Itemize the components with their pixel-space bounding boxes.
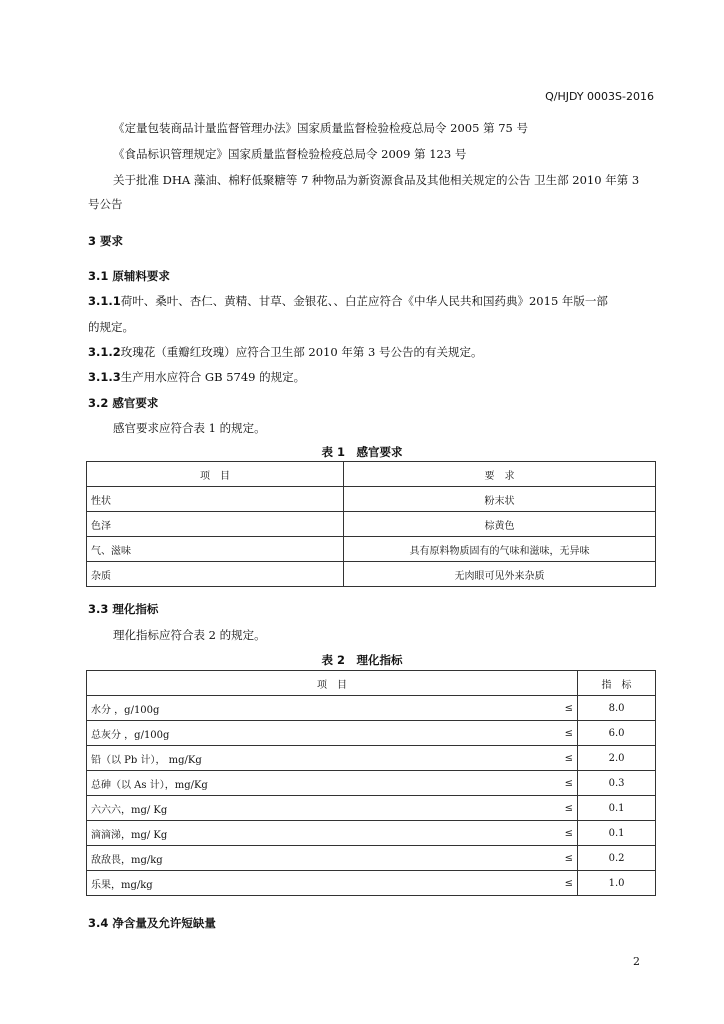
section-title: 净含量及允许短缺量 — [112, 916, 216, 930]
table-cell-le: ≤ — [555, 771, 578, 796]
table-cell-item: 乐果，mg/kg — [87, 871, 556, 896]
table-cell-item: 性状 — [87, 487, 344, 512]
table-cell-le: ≤ — [555, 821, 578, 846]
section-number: 3.1 — [88, 269, 109, 283]
table-cell-requirement: 具有原料物质固有的气味和滋味，无异味 — [344, 537, 656, 562]
reference-line: 《定量包装商品计量监督管理办法》国家质量监督检验检疫总局令 2005 第 75 号 — [113, 121, 529, 135]
table-header-cell: 指 标 — [578, 671, 656, 696]
table-cell-value: 2.0 — [578, 746, 656, 771]
table-header-row — [87, 671, 656, 696]
section-title: 要求 — [100, 234, 124, 248]
table-row — [87, 487, 656, 512]
table-row — [87, 512, 656, 537]
reference-line: 《食品标识管理规定》国家质量监督检验检疫总局令 2009 第 123 号 — [113, 147, 467, 161]
table-cell-value: 1.0 — [578, 871, 656, 896]
table-row — [87, 696, 656, 721]
table-1-caption: 表 1 感官要求 — [321, 445, 403, 459]
section-3-4-heading — [88, 915, 216, 931]
table-header-cell: 要 求 — [344, 462, 656, 487]
table-cell-item: 六六六，mg/ Kg — [87, 796, 556, 821]
section-number: 3.4 — [88, 916, 109, 930]
table-cell-le: ≤ — [555, 871, 578, 896]
clause-3-1-3 — [88, 369, 305, 385]
table-row — [87, 721, 656, 746]
table-cell-item: 色泽 — [87, 512, 344, 537]
table-row — [87, 871, 656, 896]
table-cell-le: ≤ — [555, 846, 578, 871]
section-3-3-heading — [88, 601, 158, 617]
table-cell-requirement: 棕黄色 — [344, 512, 656, 537]
page-number: 2 — [633, 955, 640, 968]
table-cell-item: 敌敌畏，mg/kg — [87, 846, 556, 871]
table-row — [87, 846, 656, 871]
table-row — [87, 771, 656, 796]
table-header-cell: 项 目 — [87, 462, 344, 487]
table-cell-item: 气、滋味 — [87, 537, 344, 562]
table-row — [87, 562, 656, 587]
table-cell-value: 6.0 — [578, 721, 656, 746]
section-number: 3 — [88, 234, 97, 248]
table-cell-le: ≤ — [555, 746, 578, 771]
table-cell-item: 总灰分 ，g/100g — [87, 721, 556, 746]
table-cell-value: 0.2 — [578, 846, 656, 871]
section-number: 3.3 — [88, 602, 109, 616]
table-row — [87, 821, 656, 846]
section-title: 理化指标 — [112, 602, 159, 616]
clause-3-1-1 — [88, 293, 608, 309]
table-cell-item: 总砷（以 As 计），mg/Kg — [87, 771, 556, 796]
table-cell-requirement: 无肉眼可见外来杂质 — [344, 562, 656, 587]
table-cell-value: 0.3 — [578, 771, 656, 796]
table-cell-le: ≤ — [555, 721, 578, 746]
section-intro: 理化指标应符合表 2 的规定。 — [113, 628, 266, 642]
section-3-2-heading — [88, 395, 158, 411]
table-cell-le: ≤ — [555, 696, 578, 721]
reference-line-continued: 号公告 — [88, 197, 123, 211]
table-cell-le: ≤ — [555, 796, 578, 821]
clause-3-1-2 — [88, 344, 482, 360]
clause-3-1-1-continued: 的规定。 — [88, 320, 134, 334]
section-3-1-heading — [88, 268, 170, 284]
table-cell-value: 0.1 — [578, 821, 656, 846]
clause-number: 3.1.2 — [88, 345, 121, 359]
section-intro: 感官要求应符合表 1 的规定。 — [113, 421, 266, 435]
table-cell-item: 杂质 — [87, 562, 344, 587]
table-row — [87, 746, 656, 771]
clause-text: 玫瑰花（重瓣红玫瑰）应符合卫生部 2010 年第 3 号公告的有关规定。 — [120, 345, 483, 359]
table-cell-value: 8.0 — [578, 696, 656, 721]
table-cell-item: 铅（以 Pb 计）， mg/Kg — [87, 746, 556, 771]
table-cell-item: 滴滴涕，mg/ Kg — [87, 821, 556, 846]
clause-text: 荷叶、桑叶、杏仁、黄精、甘草、金银花、、白芷应符合《中华人民共和国药典》2015 年版一部 — [120, 294, 608, 308]
table-2-caption: 表 2 理化指标 — [321, 653, 403, 667]
reference-line: 关于批准 DHA 藻油、棉籽低聚糖等 7 种物品为新资源食品及其他相关规定的公告 卫生部 2010 年第 3 — [113, 173, 640, 187]
table-header-cell: 项 目 — [87, 671, 578, 696]
clause-text: 生产用水应符合 GB 5749 的规定。 — [120, 370, 306, 384]
clause-number: 3.1.1 — [88, 294, 121, 308]
table-cell-value: 0.1 — [578, 796, 656, 821]
clause-number: 3.1.3 — [88, 370, 121, 384]
table-row — [87, 537, 656, 562]
table-cell-item: 水分 ，g/100g — [87, 696, 556, 721]
table-2-physicochemical — [86, 670, 656, 896]
section-number: 3.2 — [88, 396, 109, 410]
table-1-sensory — [86, 461, 656, 587]
table-header-row — [87, 462, 656, 487]
section-3-heading — [88, 233, 123, 249]
section-title: 原辅料要求 — [112, 269, 170, 283]
section-title: 感官要求 — [112, 396, 159, 410]
table-row — [87, 796, 656, 821]
table-cell-requirement: 粉末状 — [344, 487, 656, 512]
document-code: Q/HJDY 0003S-2016 — [545, 90, 654, 103]
